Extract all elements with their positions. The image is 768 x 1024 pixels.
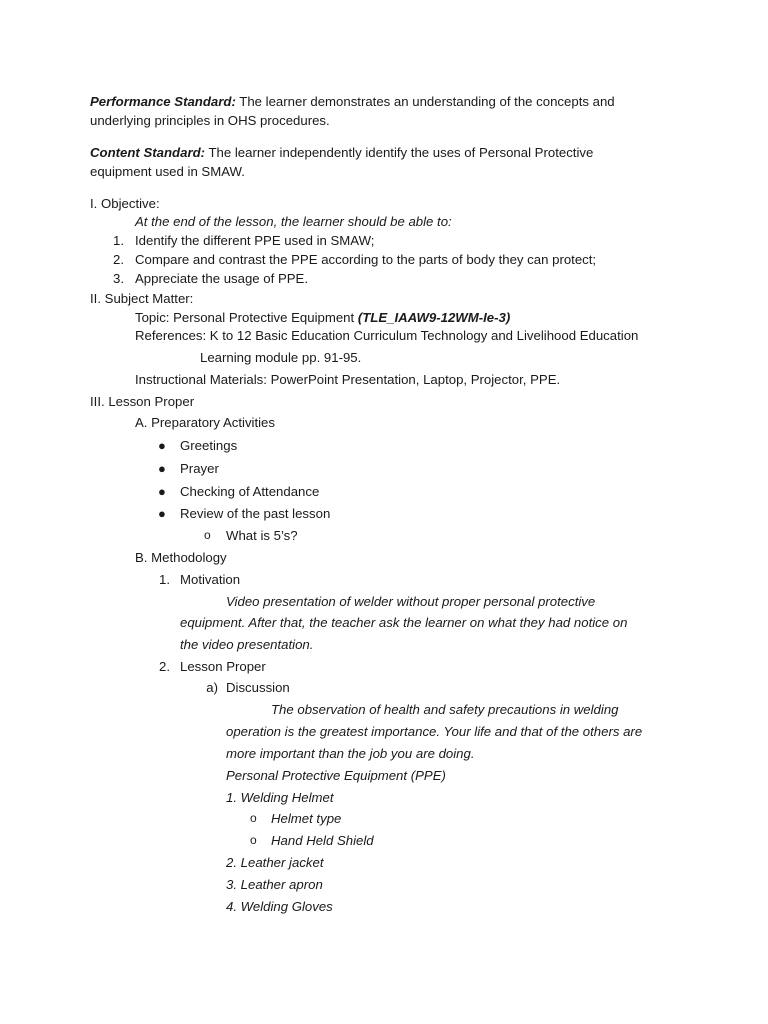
discussion-text-2: operation is the greatest importance. Your life and that of the others are: [226, 724, 643, 739]
methodology-heading: B. Methodology: [135, 550, 227, 565]
motivation-heading: Motivation: [180, 572, 241, 587]
discussion-text-3: more important than the job you are doing.: [226, 746, 475, 761]
objective-item-2: Compare and contrast the PPE according to the parts of body they can protect;: [135, 252, 597, 267]
ppe-item-1: 1. Welding Helmet: [226, 790, 334, 805]
prep-sub-item: What is 5’s?: [226, 528, 298, 543]
lesson-heading: III. Lesson Proper: [90, 394, 195, 409]
objective-heading: I. Objective:: [90, 196, 160, 211]
performance-standard-text: The learner demonstrates an understanding of the concepts and: [235, 94, 615, 109]
content-standard-line-2: equipment used in SMAW.: [90, 164, 245, 179]
discussion-text-1: The observation of health and safety precautions in welding: [271, 702, 619, 717]
ppe-sub-item-1: Helmet type: [271, 811, 342, 826]
lesson-proper-num: 2.: [159, 659, 170, 674]
performance-standard-line-2: underlying principles in OHS procedures.: [90, 113, 330, 128]
subject-references-line-1: References: K to 12 Basic Education Curriculum Technology and Livelihood Education: [135, 328, 639, 343]
objective-item-3: Appreciate the usage of PPE.: [135, 271, 309, 286]
prep-item-4: Review of the past lesson: [180, 506, 331, 521]
circle-bullet-icon: o: [204, 528, 211, 542]
bullet-icon: ●: [158, 438, 166, 453]
content-standard-label: Content Standard:: [90, 145, 206, 160]
ppe-item-2: 2. Leather jacket: [226, 855, 324, 870]
motivation-num: 1.: [159, 572, 170, 587]
bullet-icon: ●: [158, 506, 166, 521]
content-standard-text: The learner independently identify the uses of Personal Protective: [205, 145, 594, 160]
bullet-icon: ●: [158, 484, 166, 499]
topic-code: (TLE_IAAW9-12WM-Ie-3): [357, 310, 511, 325]
subject-heading: II. Subject Matter:: [90, 291, 194, 306]
objective-num-1: 1.: [113, 233, 124, 248]
prep-item-1: Greetings: [180, 438, 238, 453]
ppe-item-4: 4. Welding Gloves: [226, 899, 333, 914]
circle-bullet-icon: o: [250, 811, 257, 825]
discussion-num: a): [206, 680, 218, 695]
subject-references-line-2: Learning module pp. 91-95.: [200, 350, 362, 365]
performance-standard-line-1: [90, 93, 615, 111]
performance-standard-label: Performance Standard:: [90, 94, 236, 109]
bullet-icon: ●: [158, 461, 166, 476]
subject-materials: Instructional Materials: PowerPoint Presentation, Laptop, Projector, PPE.: [135, 372, 561, 387]
objective-num-2: 2.: [113, 252, 124, 267]
prep-item-2: Prayer: [180, 461, 219, 476]
topic-label: Topic: Personal Protective Equipment: [135, 310, 358, 325]
motivation-text-3: the video presentation.: [180, 637, 314, 652]
lesson-proper-subheading: Lesson Proper: [180, 659, 266, 674]
prep-heading: A. Preparatory Activities: [135, 415, 275, 430]
circle-bullet-icon: o: [250, 833, 257, 847]
content-standard-line-1: [90, 144, 593, 162]
motivation-text-1: Video presentation of welder without proper personal protective: [226, 594, 596, 609]
discussion-heading: Discussion: [226, 680, 290, 695]
ppe-sub-item-2: Hand Held Shield: [271, 833, 374, 848]
subject-topic: [135, 309, 510, 327]
prep-item-3: Checking of Attendance: [180, 484, 320, 499]
objective-num-3: 3.: [113, 271, 124, 286]
ppe-item-3: 3. Leather apron: [226, 877, 323, 892]
motivation-text-2: equipment. After that, the teacher ask the learner on what they had notice on: [180, 615, 628, 630]
objective-item-1: Identify the different PPE used in SMAW;: [135, 233, 375, 248]
objective-intro: At the end of the lesson, the learner should be able to:: [135, 214, 452, 229]
ppe-title: Personal Protective Equipment (PPE): [226, 768, 446, 783]
